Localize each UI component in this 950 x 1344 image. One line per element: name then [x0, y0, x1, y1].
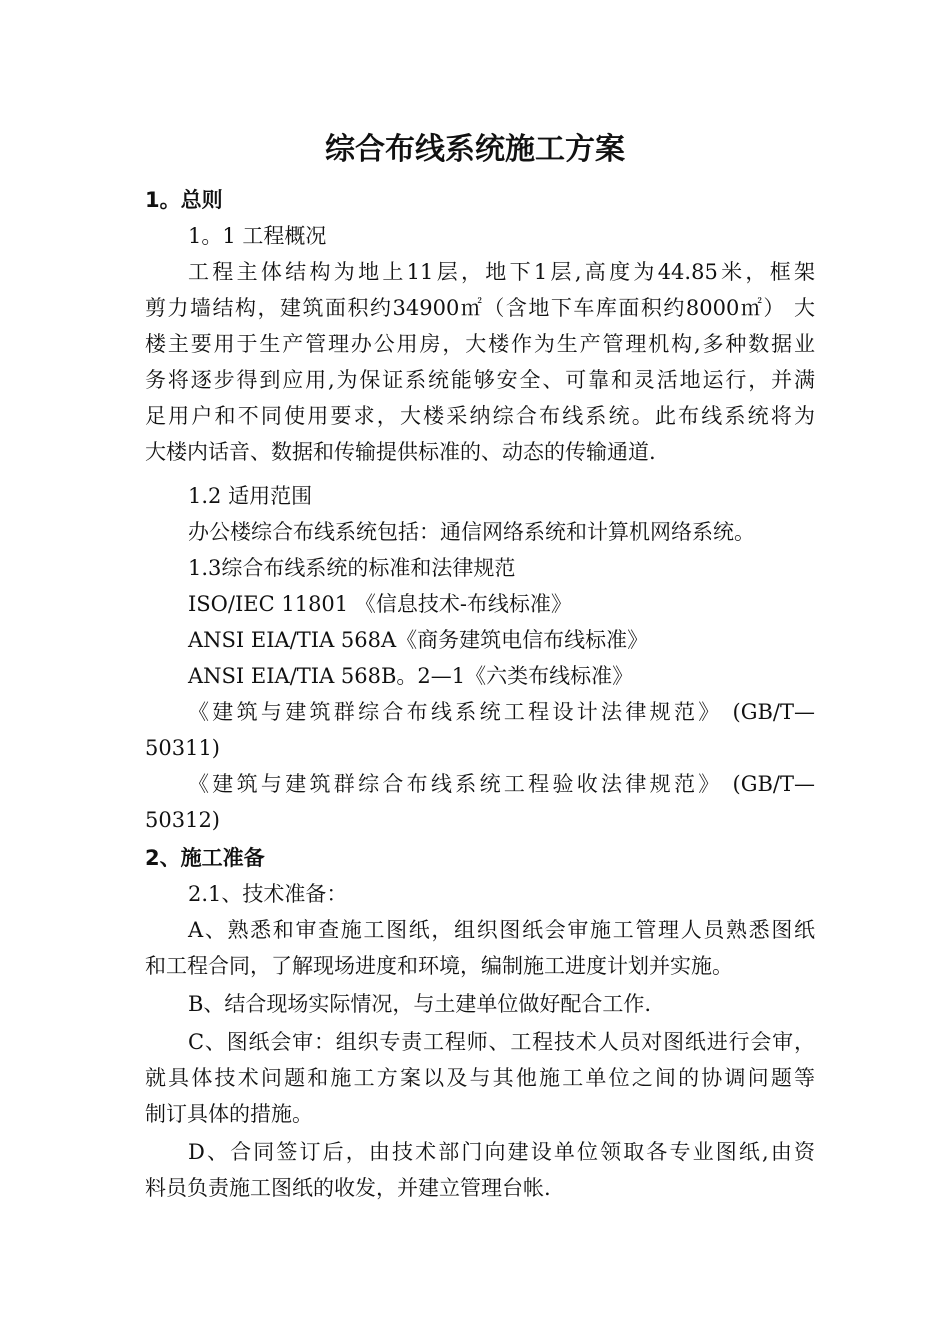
paragraph-line: 足用户和不同使用要求，大楼采纳综合布线系统。此布线系统将为	[145, 404, 815, 428]
standard-item-continued: 50311)	[145, 736, 220, 760]
standard-item: ANSI EIA/TIA 568A《商务建筑电信布线标准》	[188, 628, 649, 652]
paragraph-line: 工程主体结构为地上11层，地下1层,高度为44.85米，框架	[188, 260, 815, 284]
paragraph-line: A、熟悉和审查施工图纸，组织图纸会审施工管理人员熟悉图纸	[188, 918, 815, 942]
paragraph-line: 就具体技术问题和施工方案以及与其他施工单位之间的协调问题等	[145, 1066, 815, 1090]
section-1-2-heading: 1.2 适用范围	[188, 484, 313, 508]
paragraph-line: 和工程合同，了解现场进度和环境，编制施工进度计划并实施。	[145, 954, 733, 978]
paragraph-line: C、图纸会审：组织专责工程师、工程技术人员对图纸进行会审，	[188, 1030, 815, 1054]
section-1-heading: 1。总则	[145, 188, 223, 212]
standard-item: 《建筑与建筑群综合布线系统工程设计法律规范》 (GB/T—	[188, 700, 815, 724]
paragraph-line: 办公楼综合布线系统包括：通信网络系统和计算机网络系统。	[188, 520, 755, 544]
paragraph-line: 料员负责施工图纸的收发，并建立管理台帐.	[145, 1176, 551, 1200]
paragraph-line: 制订具体的措施。	[145, 1102, 313, 1126]
section-2-1-heading: 2.1、技术准备：	[188, 882, 348, 906]
section-2-heading: 2、施工准备	[145, 846, 265, 870]
paragraph-line: 务将逐步得到应用,为保证系统能够安全、可靠和灵活地运行，并满	[145, 368, 815, 392]
paragraph-line: 剪力墙结构，建筑面积约34900㎡（含地下车库面积约8000㎡） 大	[145, 296, 815, 320]
section-1-1-heading: 1。1 工程概况	[188, 224, 327, 248]
standard-item: ISO/IEC 11801 《信息技术-布线标准》	[188, 592, 572, 616]
standard-item: 《建筑与建筑群综合布线系统工程验收法律规范》 (GB/T—	[188, 772, 815, 796]
standard-item-continued: 50312)	[145, 808, 220, 832]
standard-item: ANSI EIA/TIA 568B。2—1《六类布线标准》	[188, 664, 634, 688]
document-title: 综合布线系统施工方案	[325, 132, 625, 167]
section-1-3-heading: 1.3综合布线系统的标准和法律规范	[188, 556, 516, 580]
paragraph-line: 楼主要用于生产管理办公用房，大楼作为生产管理机构,多种数据业	[145, 332, 815, 356]
paragraph-line: 大楼内话音、数据和传输提供标准的、动态的传输通道.	[145, 440, 656, 464]
paragraph-line: D、合同签订后，由技术部门向建设单位领取各专业图纸,由资	[188, 1140, 815, 1164]
paragraph-line: B、结合现场实际情况，与土建单位做好配合工作.	[188, 992, 652, 1016]
